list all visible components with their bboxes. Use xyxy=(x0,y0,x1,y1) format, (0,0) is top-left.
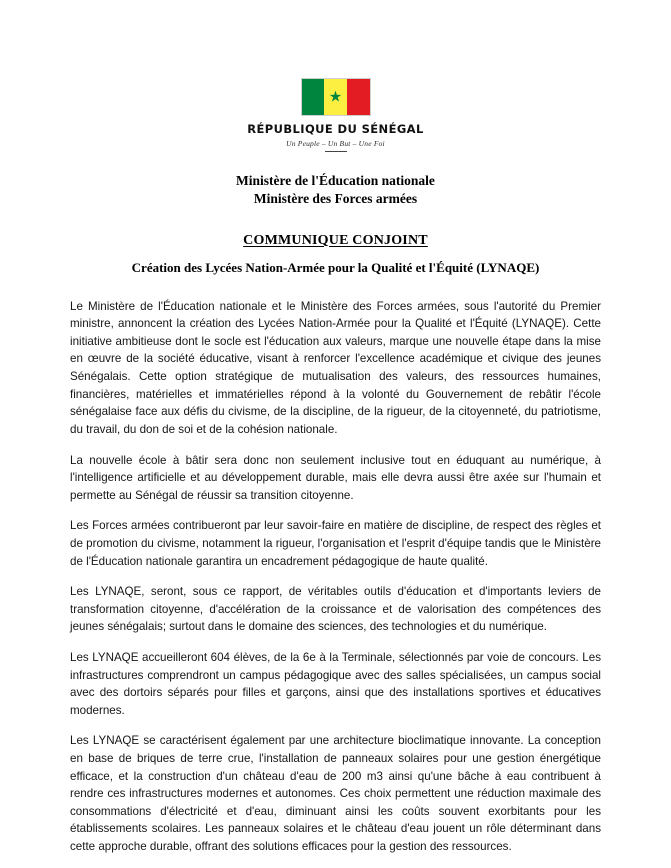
national-motto: Un Peuple – Un But – Une Foi xyxy=(286,139,385,148)
paragraph: Les LYNAQE accueilleront 604 élèves, de la 6e à la Terminale, sélectionnés par voie de concours. Les infrastructures comprendront un campus pédagogique avec des salles spécialisées, un campus social avec des dortoirs séparés pour filles et garçons, ainsi que des installations sportives et éducatives modernes. xyxy=(70,650,601,717)
document-title: COMMUNIQUE CONJOINT xyxy=(243,232,428,248)
star-icon: ★ xyxy=(328,88,343,106)
document-body xyxy=(70,298,601,856)
ministry-armed-forces: Ministère des Forces armées xyxy=(253,190,418,206)
document-subtitle: Création des Lycées Nation-Armée pour la Qualité et l'Équité (LYNAQE) xyxy=(131,259,540,275)
flag-band-green xyxy=(302,79,325,115)
letterhead xyxy=(0,0,671,152)
republic-name: RÉPUBLIQUE DU SÉNÉGAL xyxy=(247,122,424,136)
ministry-education: Ministère de l'Éducation nationale xyxy=(236,173,435,188)
motto-divider xyxy=(325,151,347,152)
flag-band-red xyxy=(347,79,370,115)
paragraph: Le Ministère de l'Éducation nationale et le Ministère des Forces armées, sous l'autorité du Premier ministre, annoncent la création des Lycées Nation-Armée pour la Qualité et l'Équité (LYNAQE). Cette initiative ambitieuse dont le socle est l'éducation aux valeurs, marque une nouvelle étape dans la mise en œuvre de la société éducative, visant à renforcer l'excellence académique et civique des jeunes Sénégalais. Cette option stratégique de mutualisation des valeurs, des ressources humaines, financières, matérielles et immatérielles répond à la volonté du Gouvernement de rebâtir l'école sénégalaise face aux défis du civisme, de la discipline, de la rigueur, de la citoyenneté, du patriotisme, du travail, du don de soi et de la cohésion nationale. xyxy=(70,299,601,436)
title-block xyxy=(0,233,671,276)
paragraph: Les LYNAQE se caractérisent également par une architecture bioclimatique innovante. La conception en base de briques de terre crue, l'installation de panneaux solaires pour une gestion énergétique efficace, et la construction d'un château d'eau de 200 m3 ainsi qu'une bâche à eau contribuent à rendre ces infrastructures modernes et autonomes. Ces choix permettent une réduction maximale des consommations d'électricité et d'eau, diminuant ainsi les coûts souvent exorbitants pour les établissements scolaires. Les panneaux solaires et le château d'eau jouent un rôle déterminant dans cette approche durable, offrant des solutions efficaces pour la gestion des ressources. xyxy=(70,734,601,854)
flag-band-yellow xyxy=(324,79,347,115)
senegal-flag-icon xyxy=(301,78,371,116)
ministries-block xyxy=(0,172,671,208)
paragraph: Les Forces armées contribueront par leur savoir-faire en matière de discipline, de respect des règles et de promotion du civisme, notamment la rigueur, l'organisation et l'esprit d'équipe tandis que le Ministère de l'Éducation nationale garantira un encadrement pédagogique de haute qualité. xyxy=(70,519,601,568)
paragraph: Les LYNAQE, seront, sous ce rapport, de véritables outils d'éducation et d'importants leviers de transformation citoyenne, d'accélération de la croissance et de valorisation des compétences des jeunes sénégalais; surtout dans le domaine des sciences, des technologies et du numérique. xyxy=(70,585,601,634)
paragraph: La nouvelle école à bâtir sera donc non seulement inclusive tout en éduquant au numérique, à l'intelligence artificielle et au développement durable, mais elle devra aussi être axée sur l'humain et permette au Sénégal de réussir sa transition citoyenne. xyxy=(70,453,601,502)
